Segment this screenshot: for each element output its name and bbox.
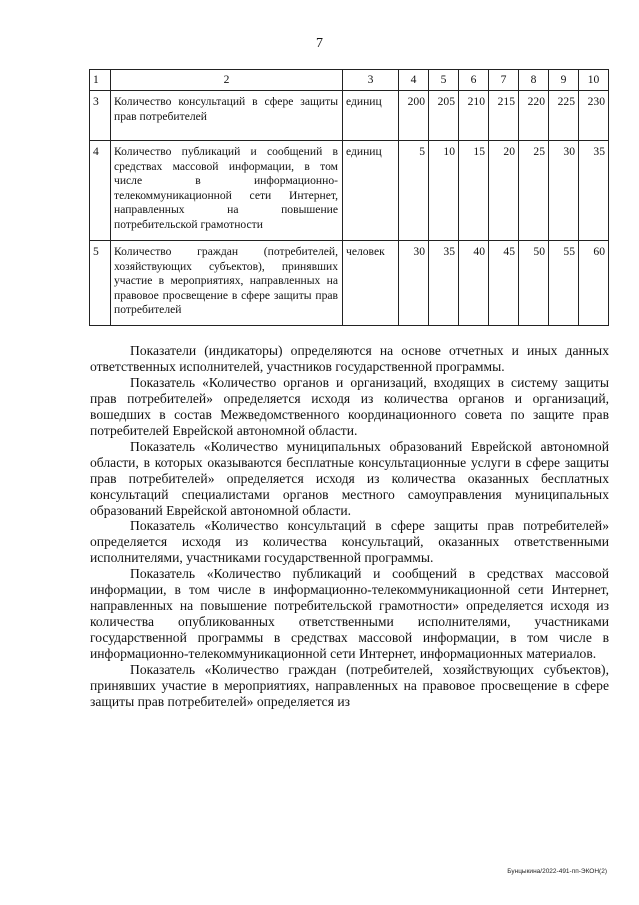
body-text bbox=[90, 343, 609, 710]
value-cell: 45 bbox=[489, 241, 519, 326]
value-cell: 5 bbox=[399, 141, 429, 241]
value-cell: 25 bbox=[519, 141, 549, 241]
value-cell: 10 bbox=[429, 141, 459, 241]
value-cell: 225 bbox=[549, 91, 579, 141]
paragraph: Показатель «Количество граждан (потребителей, хозяйствующих субъектов), принявших участие в мероприятиях, направленных на правовое просвещение в сфере защиты прав потребителей» определяется из bbox=[90, 662, 609, 709]
value-cell: 35 bbox=[429, 241, 459, 326]
value-cell: 220 bbox=[519, 91, 549, 141]
row-number: 5 bbox=[90, 241, 111, 326]
value-cell: 230 bbox=[579, 91, 609, 141]
value-cell: 20 bbox=[489, 141, 519, 241]
unit-cell: человек bbox=[343, 241, 399, 326]
document-footer-code: Бунцыкина/2022-491-пп-ЭКОН(2) bbox=[507, 868, 607, 875]
header-cell: 7 bbox=[489, 70, 519, 91]
unit-cell: единиц bbox=[343, 91, 399, 141]
value-cell: 60 bbox=[579, 241, 609, 326]
value-cell: 215 bbox=[489, 91, 519, 141]
page-number: 7 bbox=[316, 36, 323, 51]
paragraph: Показатели (индикаторы) определяются на основе отчетных и иных данных ответственных исполнителей, участников государственной программы. bbox=[90, 343, 609, 374]
indicators-table bbox=[89, 69, 609, 326]
value-cell: 40 bbox=[459, 241, 489, 326]
indicator-name: Количество консультаций в сфере защиты прав потребителей bbox=[111, 91, 343, 141]
value-cell: 35 bbox=[579, 141, 609, 241]
header-cell: 1 bbox=[90, 70, 111, 91]
table-row bbox=[90, 141, 609, 241]
row-number: 4 bbox=[90, 141, 111, 241]
header-cell: 5 bbox=[429, 70, 459, 91]
unit-cell: единиц bbox=[343, 141, 399, 241]
paragraph: Показатель «Количество органов и организаций, входящих в систему защиты прав потребителей» определяется исходя из количества органов и организаций, вошедших в состав Межведомственного координационного совета по защите прав потребителей Еврейской автономной области. bbox=[90, 374, 609, 438]
value-cell: 30 bbox=[399, 241, 429, 326]
header-cell: 6 bbox=[459, 70, 489, 91]
paragraph: Показатель «Количество муниципальных образований Еврейской автономной области, в которых оказываются бесплатные консультационные услуги в сфере защиты прав потребителей» определяется исходя из количества оказанных бесплатных консультаций специалистами органов местного самоуправления муниципальных образований Еврейской автономной области. bbox=[90, 438, 609, 518]
value-cell: 210 bbox=[459, 91, 489, 141]
value-cell: 50 bbox=[519, 241, 549, 326]
table-row bbox=[90, 241, 609, 326]
table-header-row bbox=[90, 70, 609, 91]
header-cell: 4 bbox=[399, 70, 429, 91]
header-cell: 9 bbox=[549, 70, 579, 91]
value-cell: 15 bbox=[459, 141, 489, 241]
paragraph: Показатель «Количество консультаций в сфере защиты прав потребителей» определяется исходя из количества консультаций, оказанных ответственными исполнителями, участниками государственной программы. bbox=[90, 518, 609, 566]
paragraph: Показатель «Количество публикаций и сообщений в средствах массовой информации, в том числе в информационно-телекоммуникационной сети Интернет, направленных на повышение потребительской грамотности» определяется исходя из количества опубликованных ответственными исполнителями, участниками государственной программы в средствах массовой информации, в том числе в информационно-телекоммуникационной сети Интернет, информационных материалов. bbox=[90, 566, 609, 662]
value-cell: 205 bbox=[429, 91, 459, 141]
header-cell: 3 bbox=[343, 70, 399, 91]
table-row bbox=[90, 91, 609, 141]
value-cell: 55 bbox=[549, 241, 579, 326]
value-cell: 30 bbox=[549, 141, 579, 241]
header-cell: 10 bbox=[579, 70, 609, 91]
indicator-name: Количество публикаций и сообщений в средствах массовой информации, в том числе в информационно-телекоммуникационной сети Интернет, направленных на повышение потребительской грамотности bbox=[111, 141, 343, 241]
header-cell: 2 bbox=[111, 70, 343, 91]
value-cell: 200 bbox=[399, 91, 429, 141]
indicator-name: Количество граждан (потребителей, хозяйствующих субъектов), принявших участие в мероприятиях, направленных на правовое просвещение в сфере защиты прав потребителей bbox=[111, 241, 343, 326]
row-number: 3 bbox=[90, 91, 111, 141]
header-cell: 8 bbox=[519, 70, 549, 91]
